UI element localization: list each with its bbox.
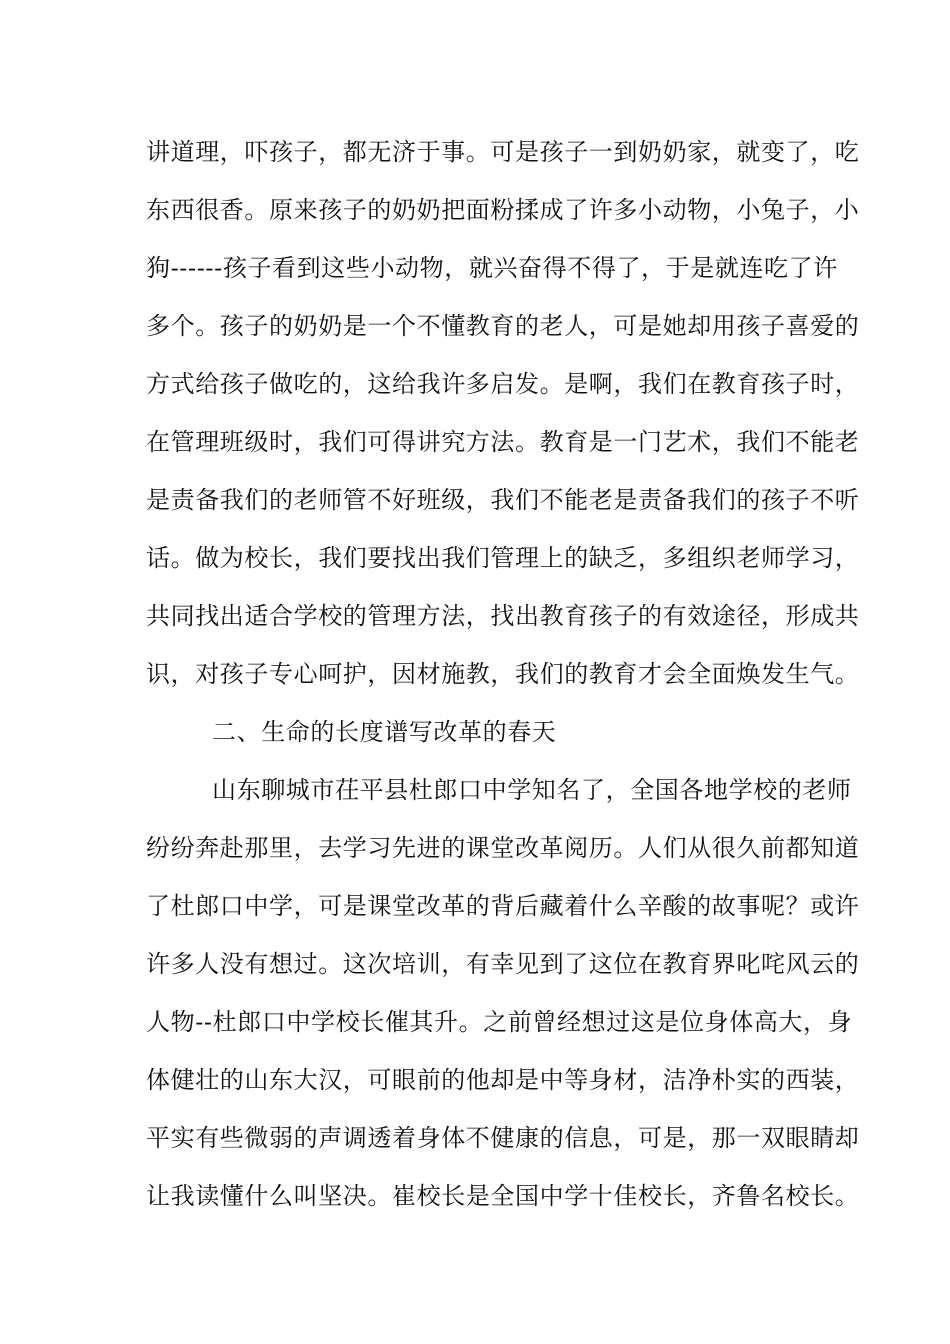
paragraph-line: 共同找出适合学校的管理方法，找出教育孩子的有效途径，形成共 bbox=[146, 602, 860, 630]
section-heading: 二、生命的长度谱写改革的春天 bbox=[212, 718, 557, 746]
paragraph-line: 狗------孩子看到这些小动物，就兴奋得不得了，于是就连吃了许 bbox=[146, 254, 838, 282]
paragraph-line: 东西很香。原来孩子的奶奶把面粉揉成了许多小动物，小兔子，小 bbox=[146, 196, 860, 224]
paragraph-line: 识，对孩子专心呵护，因材施教，我们的教育才会全面焕发生气。 bbox=[146, 660, 860, 688]
paragraph-line: 纷纷奔赴那里，去学习先进的课堂改革阅历。人们从很久前都知道 bbox=[146, 834, 860, 862]
paragraph-line: 人物--杜郎口中学校长催其升。之前曾经想过这是位身体高大，身 bbox=[146, 1008, 853, 1036]
paragraph-line: 山东聊城市茌平县杜郎口中学知名了，全国各地学校的老师 bbox=[212, 776, 852, 804]
paragraph-line: 多个。孩子的奶奶是一个不懂教育的老人，可是她却用孩子喜爱的 bbox=[146, 312, 860, 340]
paragraph-line: 体健壮的山东大汉，可眼前的他却是中等身材，洁净朴实的西装， bbox=[146, 1066, 860, 1094]
paragraph-line: 让我读懂什么叫坚决。崔校长是全国中学十佳校长，齐鲁名校长。 bbox=[146, 1182, 860, 1210]
paragraph-line: 了杜郎口中学，可是课堂改革的背后藏着什么辛酸的故事呢？或许 bbox=[146, 892, 860, 920]
paragraph-line: 平实有些微弱的声调透着身体不健康的信息，可是，那一双眼睛却 bbox=[146, 1124, 860, 1152]
paragraph-line: 方式给孩子做吃的，这给我许多启发。是啊，我们在教育孩子时， bbox=[146, 370, 860, 398]
paragraph-line: 是责备我们的老师管不好班级，我们不能老是责备我们的孩子不听 bbox=[146, 486, 860, 514]
paragraph-line: 话。做为校长，我们要找出我们管理上的缺乏，多组织老师学习， bbox=[146, 544, 860, 572]
paragraph-line: 讲道理，吓孩子，都无济于事。可是孩子一到奶奶家，就变了，吃 bbox=[146, 138, 860, 166]
paragraph-line: 许多人没有想过。这次培训，有幸见到了这位在教育界叱咤风云的 bbox=[146, 950, 860, 978]
paragraph-line: 在管理班级时，我们可得讲究方法。教育是一门艺术，我们不能老 bbox=[146, 428, 860, 456]
